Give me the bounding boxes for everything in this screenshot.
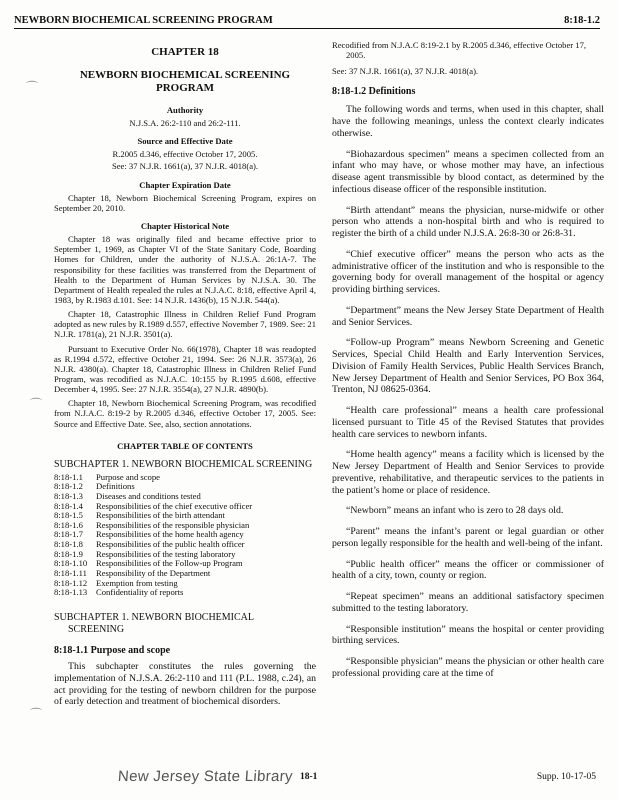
toc-section-number: 8:18-1.4: [54, 500, 83, 511]
history-paragraph: Chapter 18, Catastrophic Illness in Children Relief Fund Program adopted as new rules by R.1989 d.557, effective November 7, 1989. See: 21 N.J.R. 1781(a), 21 N.J.R. 3501(a).: [54, 309, 316, 340]
history-paragraph: Chapter 18 was originally filed and became effective prior to September 1, 1969, as Chapter VI of the State Sanitary Code, Boarding Homes for Children, under the authority of N.J.S.A. 26:1A-7. The responsibility for these facilities was transferred from the Department of Health to the Department of Human Services by N.J.S.A. 30. The Department of Health repealed the rules at N.J.A.C. 8:18, effective April 4, 1983, by R.1983 d.101. See: 14 N.J.R. 1436(b), 15 N.J.R. 544(a).: [54, 234, 316, 306]
toc-section-number: 8:18-1.10: [54, 558, 88, 569]
history-paragraph: Chapter 18, Newborn Biochemical Screening Program, was recodified from N.J.A.C. 8:19-2 by R.2005 d.346, effective October 17, 2005. See: Source and Effective Date. See, also, section annotations.: [54, 398, 316, 429]
toc-row: [54, 473, 316, 483]
chapter-number: CHAPTER 18: [151, 46, 219, 58]
margin-mark-icon: ⌒: [30, 397, 43, 411]
supplement-date: Supp. 10-17-05: [536, 772, 596, 782]
source-text: See: 37 N.J.R. 1661(a), 37 N.J.R. 4018(a).: [111, 161, 259, 172]
toc-section-number: 8:18-1.3: [54, 490, 83, 501]
toc-section-number: 8:18-1.7: [54, 529, 83, 540]
subchapter-heading: [54, 612, 316, 636]
toc-section-title: Definitions: [96, 481, 135, 492]
definition-paragraph: “Parent” means the infant’s parent or legal guardian or other person legally responsible for the health and well-being of the infant.: [332, 526, 604, 549]
source-heading: Source and Effective Date: [137, 136, 233, 147]
toc-section-number: 8:18-1.6: [54, 519, 83, 530]
toc-section-title: Responsibilities of the birth attendant: [96, 510, 225, 521]
history-paragraph: Pursuant to Executive Order No. 66(1978), Chapter 18 was readopted as R.1994 d.572, effective October 21, 1994. See: 26 N.J.R. 3573(a), 26 N.J.R. 4380(a). Chapter 18, Catastrophic Illness in Children Relief Fund Program, was recodified as N.J.A.C. 10:155 by R.1995 d.608, effective December 4, 1995. See: 27 N.J.R. 3554(a), 27 N.J.R. 4890(b).: [54, 343, 316, 395]
toc-section-title: Responsibilities of the responsible physician: [96, 519, 250, 530]
toc-section-title: Responsibilities of the testing laboratory: [96, 548, 236, 559]
right-column: [332, 40, 604, 689]
toc-row: [54, 588, 316, 598]
subchapter-title-line: SCREENING: [68, 623, 125, 635]
toc-section-title: Confidentiality of reports: [96, 587, 184, 598]
toc-section-title: Responsibilities of the chief executive officer: [96, 500, 253, 511]
definition-paragraph: “Follow-up Program” means Newborn Screening and Genetic Services, Special Child Health and Early Intervention Services, Division of Family Health Services, Public Health Services Branch, New Jersey Department of Health and Senior Services, PO Box 364, Trenton, NJ 08625-0364.: [332, 337, 604, 396]
definition-paragraph: “Health care professional” means a health care professional licensed pursuant to Title 45 of the Revised Statutes that provides health care services to newborn infants.: [332, 405, 604, 440]
subchapter-title-line: SUBCHAPTER 1. NEWBORN BIOCHEMICAL: [54, 611, 255, 623]
definition-paragraph: “Responsible physician” means the physician or other health care professional providing care at the time of: [332, 656, 604, 679]
page-footer: [0, 768, 618, 794]
toc-section-number: 8:18-1.13: [54, 587, 88, 598]
definition-paragraph: “Chief executive officer” means the person who acts as the administrative officer of the institution and who is responsible to the governing body for overall management of the hospital or agency providing birthing services.: [332, 248, 604, 296]
header-section: 8:18-1.2: [564, 15, 600, 26]
toc-section-number: 8:18-1.12: [54, 577, 88, 588]
recodified-note: Recodified from N.J.A.C 8:19-2.1 by R.2005 d.346, effective October 17, 2005.: [332, 40, 587, 61]
toc-row: [54, 569, 316, 579]
header-title: NEWBORN BIOCHEMICAL SCREENING PROGRAM: [14, 15, 273, 26]
definition-paragraph: “Newborn” means an infant who is zero to 28 days old.: [346, 505, 564, 517]
toc-section-number: 8:18-1.2: [54, 481, 83, 492]
left-column: [54, 40, 316, 712]
margin-mark-icon: ⌒: [26, 80, 39, 94]
definition-paragraph: “Department” means the New Jersey State Department of Health and Senior Services.: [332, 304, 604, 328]
margin-mark-icon: ⌒: [30, 707, 43, 721]
toc-subchapter: SUBCHAPTER 1. NEWBORN BIOCHEMICAL SCREENING: [54, 458, 313, 470]
toc-section-title: Diseases and conditions tested: [96, 490, 201, 501]
toc-section-number: 8:18-1.9: [54, 548, 83, 559]
toc-section-title: Purpose and scope: [96, 471, 160, 482]
definition-paragraph: “Repeat specimen” means an additional satisfactory specimen submitted to the testing laboratory.: [332, 591, 604, 614]
toc-heading: CHAPTER TABLE OF CONTENTS: [117, 440, 253, 451]
page-number: 18-1: [300, 772, 318, 782]
library-stamp: New Jersey State Library: [117, 768, 294, 785]
table-of-contents: [54, 473, 316, 598]
definition-paragraph: “Birth attendant” means the physician, nurse-midwife or other person who attends a non-hospital birth and who is required to register the birth of a child under N.J.S.A. 26:8-30 or 26:8-31.: [332, 204, 604, 240]
definitions-list: [332, 104, 604, 679]
toc-section-number: 8:18-1.8: [54, 539, 83, 550]
definition-paragraph: “Home health agency” means a facility which is licensed by the New Jersey Department of Health and Senior Services to provide preventive, rehabilitative, and therapeutic services to the patients in the patient’s home or place of residence.: [332, 449, 604, 496]
definition-paragraph: “Biohazardous specimen” means a specimen collected from an infant who may have, or whose mother may have, an infectious disease agent transmissible by blood contact, as determined by the infectious disease officer of the responsible institution.: [332, 148, 604, 195]
toc-section-title: Responsibilities of the home health agency: [96, 529, 244, 540]
expiration-heading: Chapter Expiration Date: [139, 179, 231, 190]
expiration-text: Chapter 18, Newborn Biochemical Screening Program, expires on September 20, 2010.: [54, 192, 316, 213]
running-header: [14, 10, 600, 29]
authority-heading: Authority: [166, 104, 204, 115]
toc-section-number: 8:18-1.5: [54, 510, 83, 521]
toc-section-title: Responsibilities of the public health officer: [96, 539, 245, 550]
toc-section-title: Responsibilities of the Follow-up Program: [96, 558, 243, 569]
toc-section-title: Exemption from testing: [96, 577, 178, 588]
section-heading: 8:18-1.2 Definitions: [332, 86, 416, 98]
toc-section-title: Responsibility of the Department: [96, 567, 211, 578]
definition-paragraph: “Responsible institution” means the hospital or center providing birthing services.: [332, 623, 604, 647]
toc-row: [54, 579, 316, 589]
definition-paragraph: The following words and terms, when used in this chapter, shall have the following meanings, unless the context clearly indicates otherwise.: [332, 104, 604, 139]
toc-section-number: 8:18-1.1: [54, 471, 83, 482]
history-heading: Chapter Historical Note: [140, 221, 230, 232]
section-text: This subchapter constitutes the rules governing the implementation of N.J.S.A. 26:2-110 and 111 (P.L. 1988, c.24), an act providing for the testing of newborn children for the purpose of early detection and treatment of biochemical disorders.: [54, 661, 316, 708]
definition-paragraph: “Public health officer” means the officer or commissioner of health of a city, town, county or region.: [332, 558, 604, 582]
see-note: See: 37 N.J.R. 1661(a), 37 N.J.R. 4018(a).: [332, 66, 479, 77]
section-heading: 8:18-1.1 Purpose and scope: [54, 645, 171, 657]
source-text: R.2005 d.346, effective October 17, 2005.: [112, 149, 258, 160]
authority-text: N.J.S.A. 26:2-110 and 26:2-111.: [129, 118, 241, 129]
chapter-title: NEWBORN BIOCHEMICAL SCREENING PROGRAM: [79, 68, 291, 94]
toc-section-number: 8:18-1.11: [54, 567, 87, 578]
